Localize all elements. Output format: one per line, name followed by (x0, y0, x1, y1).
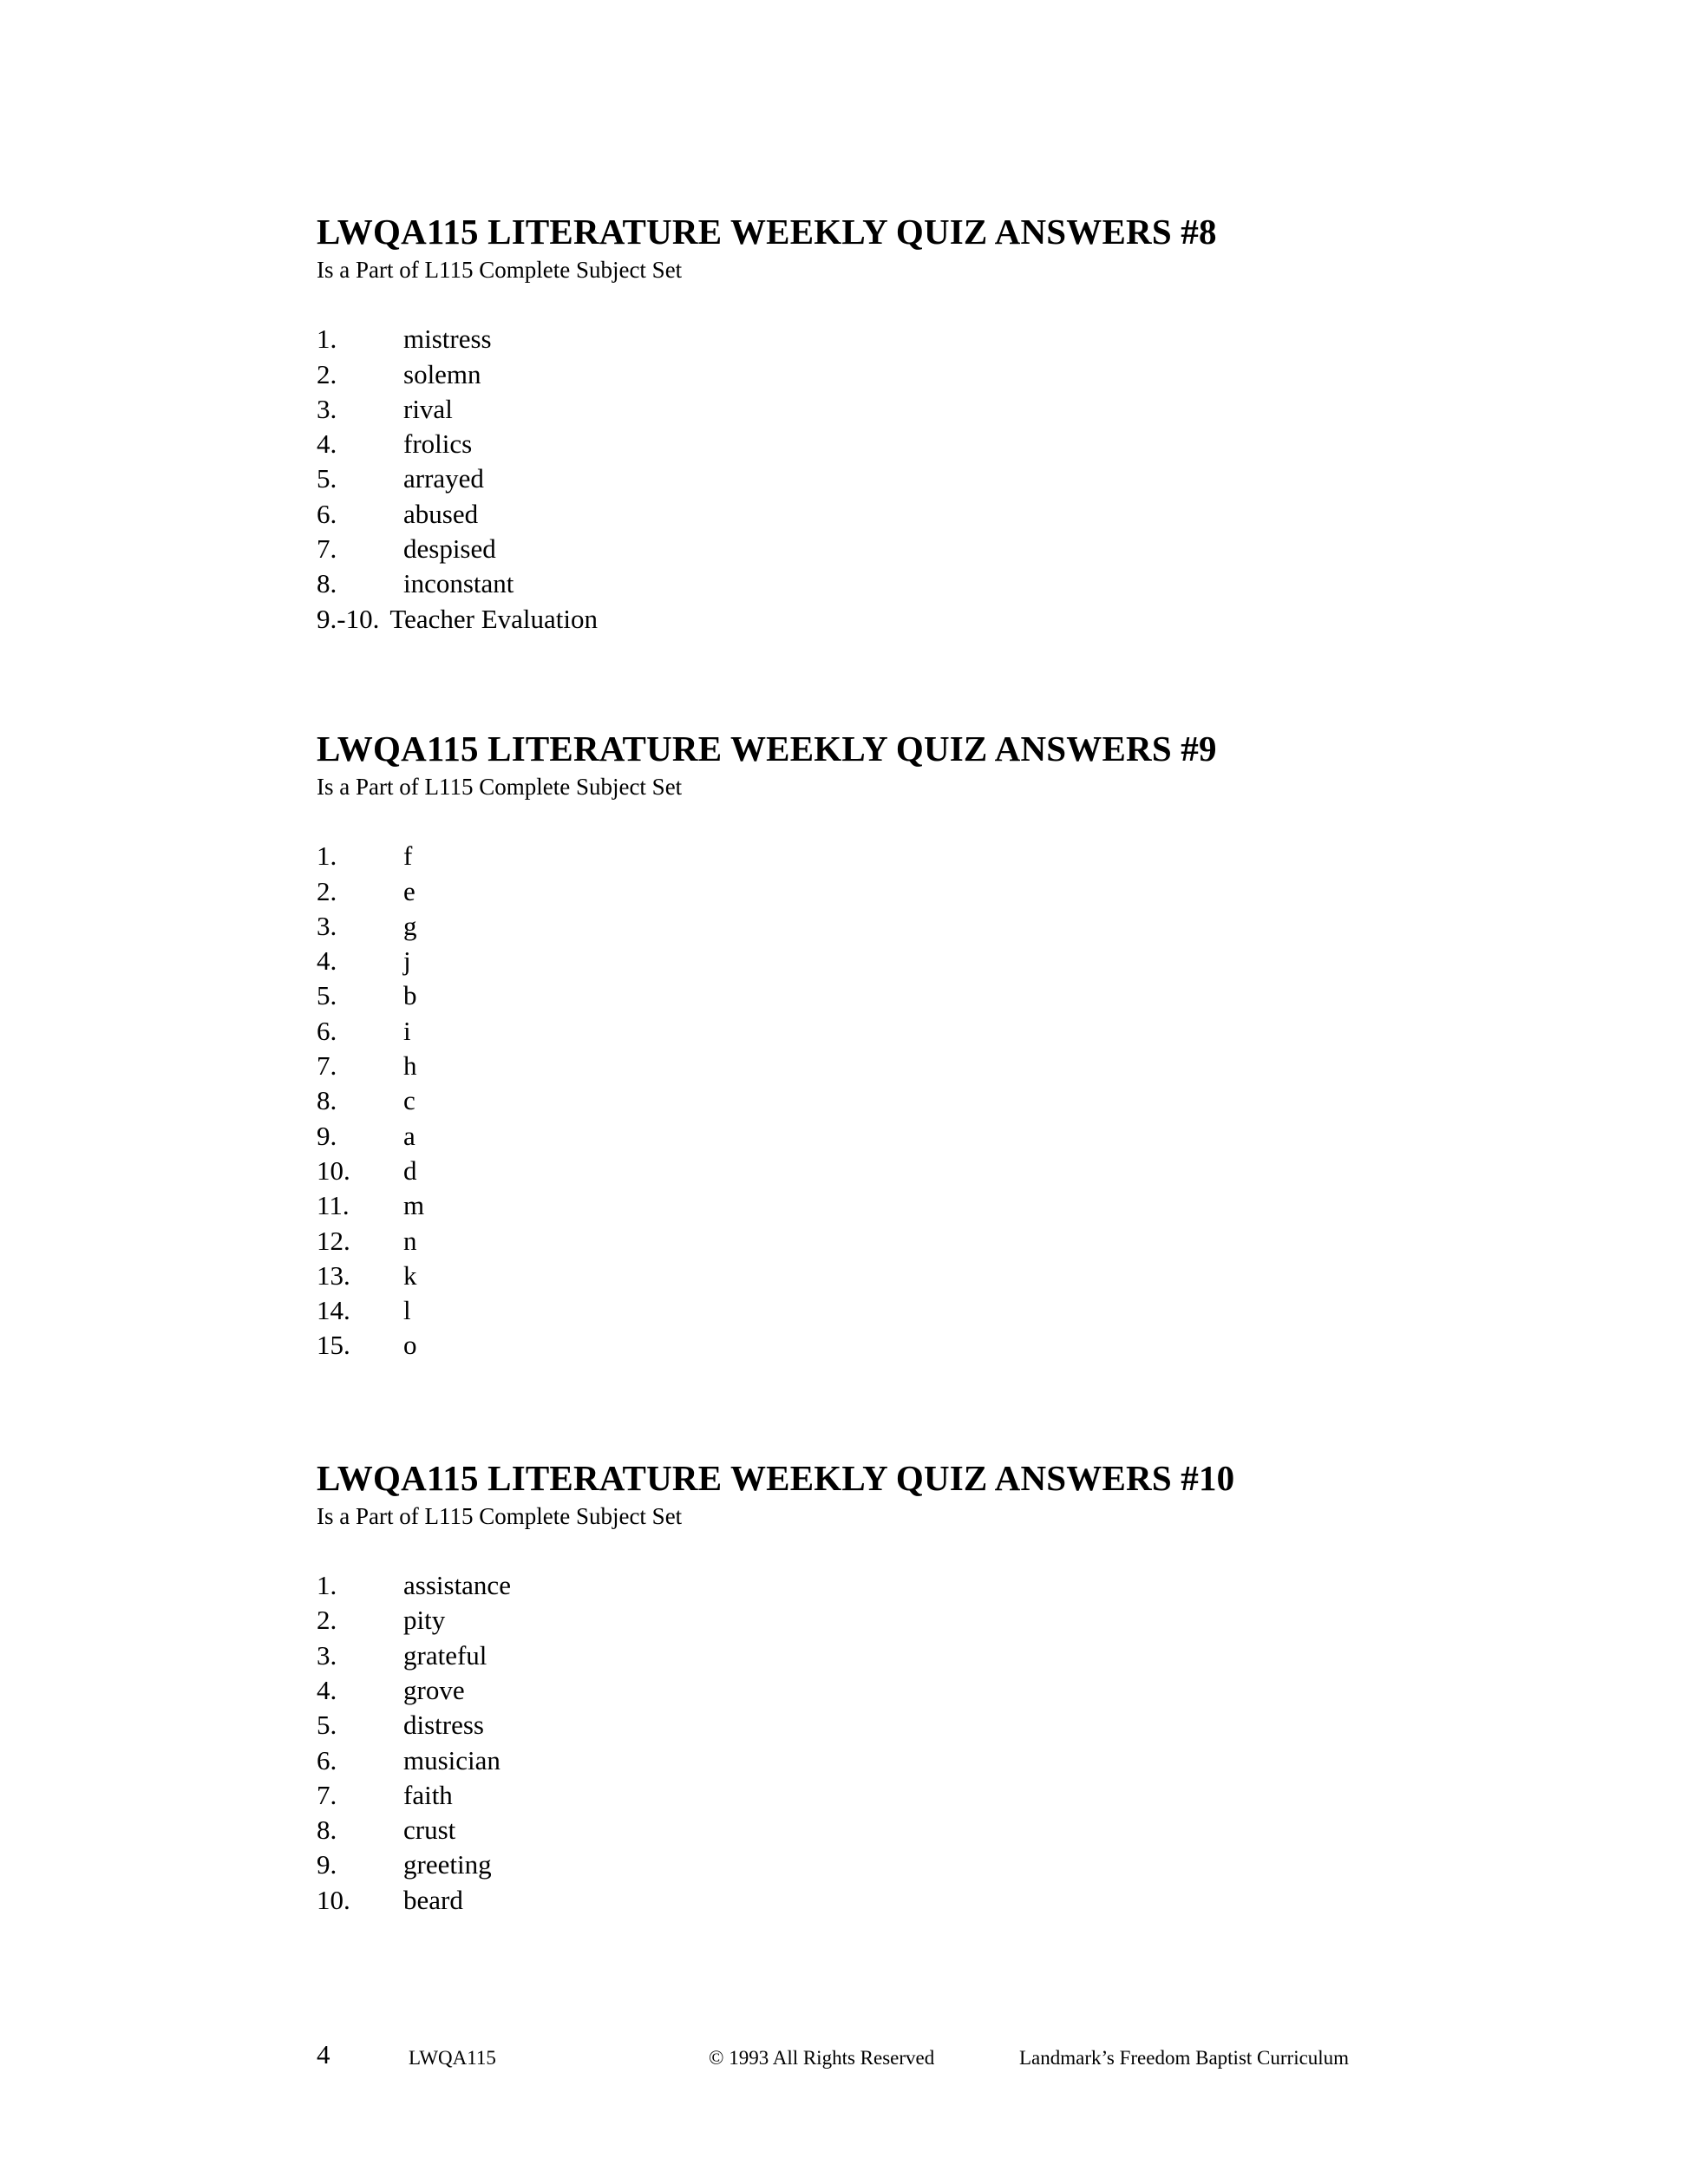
answer-row (317, 566, 1410, 601)
answer-number: 13. (317, 1259, 350, 1291)
answer-row (317, 1778, 1410, 1813)
answer-number: 6. (317, 498, 337, 529)
answer-text: abused (403, 498, 479, 529)
answer-row (317, 532, 1410, 566)
answer-number: 11. (317, 1190, 350, 1221)
footer-document-code: LWQA115 (409, 2047, 496, 2069)
answer-text: despised (403, 533, 496, 565)
answer-text: l (403, 1295, 411, 1326)
answer-row (317, 1743, 1410, 1778)
answer-text: grove (403, 1674, 465, 1705)
page-number: 4 (317, 2039, 330, 2070)
answer-row (317, 909, 1410, 944)
answer-number: 3. (317, 393, 337, 424)
answer-number: 12. (317, 1225, 350, 1256)
answer-number: 8. (317, 1815, 337, 1846)
document-body (317, 213, 1410, 1918)
answer-row (317, 1328, 1410, 1363)
answer-text: distress (403, 1710, 484, 1741)
answer-text: i (403, 1015, 411, 1046)
answer-number: 1. (317, 324, 337, 355)
section-spacer (317, 1363, 1410, 1459)
answer-number: 7. (317, 1779, 337, 1810)
answer-number: 7. (317, 533, 337, 565)
page-footer (317, 2041, 1414, 2070)
footer-brand: Landmark’s Freedom Baptist Curriculum (1019, 2047, 1350, 2069)
answer-text: beard (403, 1884, 463, 1915)
answer-number: 5. (317, 463, 337, 494)
quiz-subtitle: Is a Part of L115 Complete Subject Set (317, 256, 683, 283)
answer-text: g (403, 910, 417, 941)
answer-number: 4. (317, 1674, 337, 1705)
answer-row (317, 1224, 1410, 1259)
answer-number: 9. (317, 1120, 337, 1151)
answer-number: 8. (317, 1085, 337, 1116)
answer-number: 2. (317, 875, 337, 906)
answer-text: j (403, 945, 411, 977)
answer-row (317, 1638, 1410, 1673)
answer-list (317, 1568, 1410, 1918)
answer-list (317, 322, 1410, 637)
answer-row (317, 874, 1410, 909)
section-spacer (317, 637, 1410, 729)
answer-number: 9. (317, 1849, 337, 1880)
answer-row (317, 322, 1410, 356)
answer-row (317, 1673, 1410, 1708)
quiz-section-9 (317, 729, 1410, 1363)
answer-row (317, 978, 1410, 1013)
answer-text: musician (403, 1744, 501, 1775)
answer-text: solemn (403, 358, 481, 389)
answer-text: f (403, 840, 413, 872)
answer-row (317, 1603, 1410, 1638)
answer-number: 8. (317, 568, 337, 599)
answer-number: 1. (317, 1570, 337, 1601)
answer-text: mistress (403, 324, 492, 355)
answer-row (317, 427, 1410, 461)
answer-row (317, 1259, 1410, 1293)
answer-row (317, 944, 1410, 978)
answer-row (317, 1883, 1410, 1918)
answer-text: n (403, 1225, 417, 1256)
answer-number: 2. (317, 1605, 337, 1636)
answer-text: faith (403, 1779, 453, 1810)
quiz-section-10 (317, 1459, 1410, 1918)
answer-number: 1. (317, 840, 337, 872)
answer-row (317, 1708, 1410, 1743)
answer-row (317, 1154, 1410, 1188)
answer-text: h (403, 1050, 417, 1082)
answer-text: arrayed (403, 463, 484, 494)
answer-text: m (403, 1190, 425, 1221)
answer-number: 6. (317, 1015, 337, 1046)
answer-row (317, 602, 1410, 637)
quiz-title: LWQA115 LITERATURE WEEKLY QUIZ ANSWERS #10 (317, 1457, 1235, 1498)
quiz-title: LWQA115 LITERATURE WEEKLY QUIZ ANSWERS #8 (317, 212, 1217, 252)
answer-text: e (403, 875, 415, 906)
answer-text: b (403, 980, 417, 1011)
answer-text: crust (403, 1815, 456, 1846)
answer-row (317, 392, 1410, 427)
answer-row (317, 1293, 1410, 1328)
answer-row (317, 1188, 1410, 1223)
answer-number: 10. (317, 1884, 350, 1915)
answer-number: 4. (317, 945, 337, 977)
quiz-subtitle: Is a Part of L115 Complete Subject Set (317, 773, 683, 800)
answer-text: rival (403, 393, 453, 424)
answer-row (317, 497, 1410, 532)
quiz-title: LWQA115 LITERATURE WEEKLY QUIZ ANSWERS #9 (317, 728, 1217, 768)
answer-row (317, 1568, 1410, 1603)
answer-text: k (403, 1259, 417, 1291)
answer-row (317, 1847, 1410, 1882)
quiz-subtitle: Is a Part of L115 Complete Subject Set (317, 1502, 683, 1529)
answer-text: pity (403, 1605, 446, 1636)
answer-number: 10. (317, 1154, 350, 1186)
answer-number: 5. (317, 1710, 337, 1741)
answer-text: o (403, 1330, 417, 1361)
answer-text: grateful (403, 1639, 487, 1671)
answer-text: c (403, 1085, 415, 1116)
answer-row (317, 461, 1410, 496)
answer-row (317, 1014, 1410, 1049)
answer-text: Teacher Evaluation (389, 603, 599, 634)
answer-number: 4. (317, 428, 337, 460)
answer-row (317, 1813, 1410, 1847)
answer-number: 6. (317, 1744, 337, 1775)
answer-number: 5. (317, 980, 337, 1011)
answer-text: assistance (403, 1570, 511, 1601)
answer-number: 9.-10. (317, 603, 380, 634)
footer-copyright: © 1993 All Rights Reserved (709, 2047, 935, 2069)
answer-row (317, 1083, 1410, 1118)
answer-row (317, 1119, 1410, 1154)
answer-row (317, 357, 1410, 392)
answer-text: inconstant (403, 568, 514, 599)
answer-number: 2. (317, 358, 337, 389)
answer-number: 14. (317, 1295, 350, 1326)
answer-row (317, 839, 1410, 873)
answer-row (317, 1049, 1410, 1083)
answer-number: 15. (317, 1330, 350, 1361)
answer-number: 3. (317, 1639, 337, 1671)
answer-number: 7. (317, 1050, 337, 1082)
answer-list (317, 839, 1410, 1363)
answer-text: d (403, 1154, 417, 1186)
answer-text: a (403, 1120, 415, 1151)
answer-text: frolics (403, 428, 473, 460)
answer-number: 3. (317, 910, 337, 941)
answer-text: greeting (403, 1849, 492, 1880)
quiz-section-8 (317, 213, 1410, 637)
